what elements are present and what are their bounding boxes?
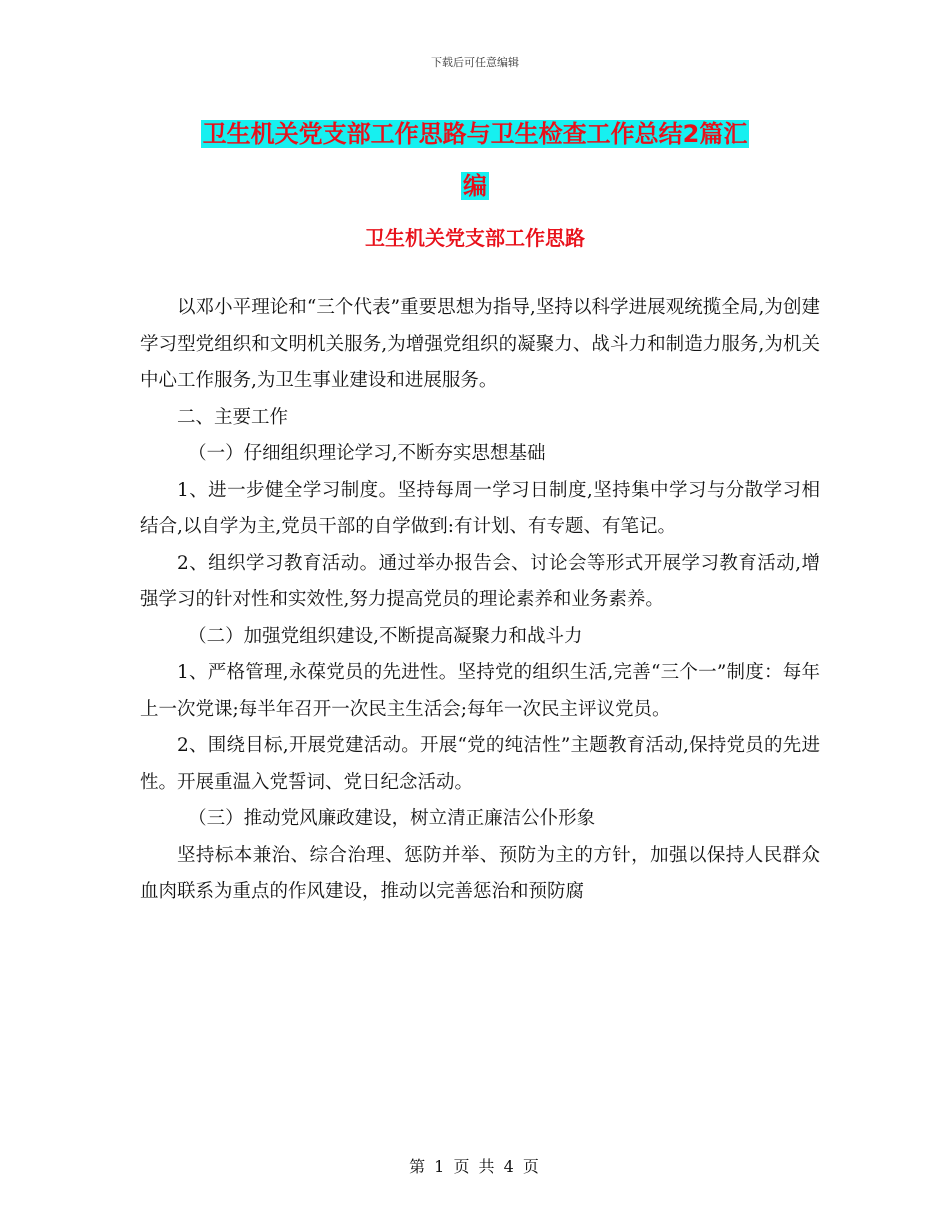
document-body bbox=[140, 290, 820, 911]
paragraph-1-2: 2、组织学习教育活动。通过举办报告会、讨论会等形式开展学习教育活动,增强学习的针对性和实效性,努力提高党员的理论素养和业务素养。 bbox=[140, 552, 820, 610]
paragraph-2-1: 1、严格管理,永葆党员的先进性。坚持党的组织生活,完善“三个一”制度：每年上一次党课;每半年召开一次民主生活会;每年一次民主评议党员。 bbox=[140, 662, 820, 720]
paragraph-3-1: 坚持标本兼治、综合治理、惩防并举、预防为主的方针，加强以保持人民群众血肉联系为重点的作风建设，推动以完善惩治和预防腐 bbox=[140, 844, 820, 902]
subheading-1: （一）仔细组织理论学习,不断夯实思想基础 bbox=[188, 443, 546, 464]
section-title: 卫生机关党支部工作思路 bbox=[365, 226, 585, 250]
document-title bbox=[0, 108, 950, 212]
page-header: 下载后可任意编辑 bbox=[431, 56, 519, 69]
subheading-2: （二）加强党组织建设,不断提高凝聚力和战斗力 bbox=[188, 625, 583, 647]
title-line-1: 卫生机关党支部工作思路与卫生检查工作总结2篇汇 bbox=[202, 120, 748, 148]
title-line-2: 编 bbox=[463, 172, 487, 200]
heading-main-work: 二、主要工作 bbox=[177, 406, 289, 428]
subheading-3: （三）推动党风廉政建设，树立清正廉洁公仆形象 bbox=[188, 808, 596, 829]
paragraph-intro: 以邓小平理论和“三个代表”重要思想为指导,坚持以科学进展观统揽全局,为创建学习型党组织和文明机关服务,为增强党组织的凝聚力、战斗力和制造力服务,为机关中心工作服务,为卫生事业建设和进展服务。 bbox=[140, 297, 820, 391]
paragraph-1-1: 1、进一步健全学习制度。坚持每周一学习日制度,坚持集中学习与分散学习相结合,以自学为主,党员干部的自学做到:有计划、有专题、有笔记。 bbox=[140, 479, 820, 537]
paragraph-2-2: 2、围绕目标,开展党建活动。开展“党的纯洁性”主题教育活动,保持党员的先进性。开展重温入党誓词、党日纪念活动。 bbox=[140, 735, 820, 793]
page-footer: 第 1 页 共 4 页 bbox=[409, 1157, 541, 1176]
